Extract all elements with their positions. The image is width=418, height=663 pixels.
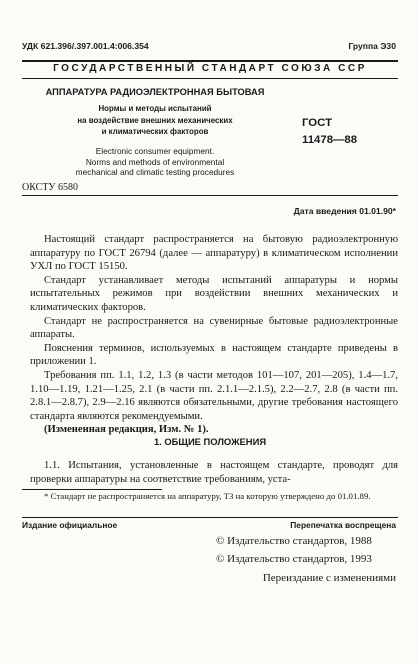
- title-ru-sub-line: Нормы и методы испытаний: [98, 104, 212, 113]
- title-en-line: Electronic consumer equipment.: [95, 146, 215, 156]
- copyright-1993: © Издательство стандартов, 1993: [216, 553, 372, 565]
- gost-number: 11478—88: [302, 134, 358, 146]
- udk-code: УДК 621.396/.397.001.4:006.354: [22, 41, 149, 51]
- intro-paragraph: Стандарт устанавливает методы испытаний аппаратуры и нормы испытательных режимов при воздействии внешних механических и климатических факторов.: [30, 274, 398, 313]
- section-text: [30, 459, 398, 486]
- footnote-rule: [22, 489, 162, 490]
- group-code: Группа Э30: [348, 41, 396, 51]
- intro-paragraph: Стандарт не распространяется на сувенирные бытовые радиоэлектронные аппараты.: [30, 315, 398, 341]
- footnote: * Стандарт не распространяется на аппаратуру, ТЗ на которую утверждено до 01.01.89.: [44, 491, 371, 501]
- title-ru-main: АППАРАТУРА РАДИОЭЛЕКТРОННАЯ БЫТОВАЯ: [45, 87, 265, 97]
- official-edition: Издание официальное: [22, 520, 118, 530]
- title-en-line: mechanical and climatic testing procedures: [75, 167, 235, 178]
- intro-text: [30, 233, 398, 437]
- reissue-note: Переиздание с изменениями: [262, 572, 396, 584]
- copyright-1988: © Издательство стандартов, 1988: [216, 535, 372, 547]
- intro-paragraph: Требования пп. 1.1, 1.2, 1.3 (в части методов 101—107, 201—205), 1.4—1.7, 1.10—1.19, 1.21—1.25, 2.1 (в части пп. 2.1.1—2.1.5), 2.2—2.7, 2.8 (в части пп. 2.8.1—2.8.7), 2.9—2.16 являются обязательными, другие требования настоящего стандарта являются рекомендуемыми.: [30, 369, 398, 422]
- intro-paragraph: Настоящий стандарт распространяется на бытовую радиоэлектронную аппаратуру по ГОСТ 26794 (далее — аппаратуру) в климатическом исполнении УХЛ по ГОСТ 15150.: [30, 234, 398, 273]
- section-paragraph: 1.1. Испытания, установленные в настоящем стандарте, проводят для проверки аппаратуры на соответствие требованиям, уста-: [30, 460, 398, 485]
- intro-paragraph: Пояснения терминов, используемых в настоящем стандарте приведены в приложении 1.: [30, 342, 398, 368]
- section-heading: 1. ОБЩИЕ ПОЛОЖЕНИЯ: [153, 436, 267, 447]
- okstu-rule: [22, 195, 398, 196]
- title-ru-sub-line: на воздействие внешних механических: [77, 115, 233, 125]
- top-rule-thin: [22, 78, 398, 79]
- title-en: [40, 146, 270, 178]
- footer-rule: [22, 517, 398, 518]
- title-ru-sub: [40, 103, 270, 138]
- reprint-prohibited: Перепечатка воспрещена: [290, 520, 396, 530]
- okstu-code: ОКСТУ 6580: [22, 182, 79, 193]
- union-standard-banner: ГОСУДАРСТВЕННЫЙ СТАНДАРТ СОЮЗА ССР: [53, 63, 367, 74]
- amendment-note: (Измененная редакция, Изм. № 1).: [44, 424, 209, 436]
- top-rule-thick: [22, 60, 398, 62]
- gost-label: ГОСТ: [302, 117, 333, 129]
- title-en-line: Norms and methods of environmental: [85, 156, 225, 167]
- title-ru-sub-line: и климатических факторов: [101, 127, 209, 136]
- effective-date: Дата введения 01.01.90*: [293, 206, 396, 216]
